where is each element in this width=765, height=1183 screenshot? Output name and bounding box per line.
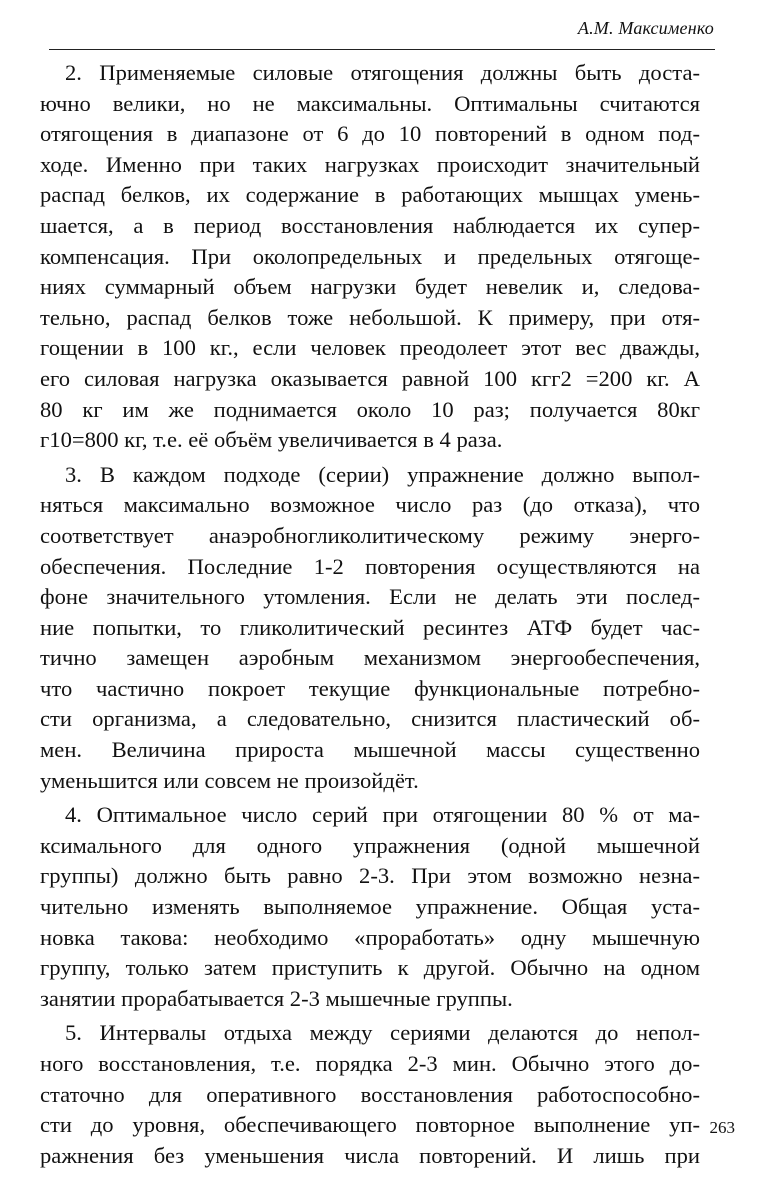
- page-number: 263: [709, 1118, 735, 1137]
- text-line: 5. Интервалы отдыха между сериями делаются до непол-: [65, 1020, 700, 1046]
- text-line: компенсация. При околопредельных и предельных отягоще-: [40, 243, 700, 269]
- text-line: 80 кг им же поднимается около 10 раз; получается 80кг: [40, 396, 700, 422]
- text-line: ного восстановления, т.е. порядка 2-3 мин. Обычно этого до-: [40, 1051, 700, 1076]
- text-line: что частично покроет текущие функциональные потребно-: [40, 675, 700, 701]
- text-line: ражнения без уменьшения числа повторений. И лишь при: [40, 1142, 700, 1168]
- text-line: 3. В каждом подходе (серии) упражнение должно выпол-: [65, 461, 700, 487]
- paragraph-item-4: [40, 800, 700, 1014]
- text-line: няться максимально возможное число раз (до отказа), что: [40, 492, 700, 518]
- body-text: [40, 58, 700, 1175]
- text-line: сти организма, а следовательно, снизится пластический об-: [40, 706, 700, 732]
- text-line: ние попытки, то гликолитический ресинтез АТФ будет час-: [40, 614, 700, 640]
- paragraph-item-2: [40, 58, 700, 456]
- text-line: 4. Оптимальное число серий при отягощении 80 % от ма-: [65, 802, 700, 828]
- text-line: уменьшится или совсем не произойдёт.: [40, 767, 419, 793]
- text-line: отягощения в диапазоне от 6 до 10 повторений в одном под-: [40, 121, 700, 147]
- text-line: группы) должно быть равно 2-3. При этом возможно незна-: [40, 863, 700, 889]
- text-line: гощении в 100 кг., если человек преодолеет этот вес дважды,: [40, 335, 700, 361]
- text-line: его силовая нагрузка оказывается равной 100 кгг2 =200 кг. А: [40, 365, 700, 391]
- text-line: 2. Применяемые силовые отягощения должны быть доста-: [65, 60, 700, 85]
- text-line: группу, только затем приступить к другой. Обычно на одном: [40, 955, 700, 981]
- text-line: фоне значительного утомления. Если не делать эти послед-: [40, 584, 700, 610]
- text-line: шается, а в период восстановления наблюдается их супер-: [40, 212, 700, 238]
- text-line: соответствует анаэробногликолитическому режиму энерго-: [40, 522, 700, 548]
- text-line: новка такова: необходимо «проработать» одну мышечную: [40, 924, 700, 950]
- text-line: тично замещен аэробным механизмом энергообеспечения,: [40, 645, 700, 671]
- running-header-author: А.М. Максименко: [577, 18, 714, 38]
- text-line: обеспечения. Последние 1-2 повторения осуществляются на: [40, 553, 700, 579]
- text-line: ниях суммарный объем нагрузки будет невелик и, следова-: [40, 274, 700, 300]
- text-line: тельно, распад белков тоже небольшой. К примеру, при отя-: [40, 304, 700, 330]
- text-line: ючно велики, но не максимальны. Оптимальны считаются: [40, 90, 700, 116]
- text-line: чительно изменять выполняемое упражнение. Общая уста-: [40, 894, 700, 920]
- paragraph-item-3: [40, 460, 700, 797]
- text-line: занятии прорабатывается 2-3 мышечные группы.: [40, 985, 513, 1011]
- text-line: мен. Величина прироста мышечной массы существенно: [40, 737, 700, 763]
- text-line: распад белков, их содержание в работающих мышцах умень-: [40, 182, 700, 208]
- header-rule: [49, 49, 715, 50]
- text-line: ксимального для одного упражнения (одной мышечной: [40, 832, 700, 858]
- text-line: сти до уровня, обеспечивающего повторное выполнение уп-: [40, 1112, 700, 1138]
- text-line: ходе. Именно при таких нагрузках происходит значительный: [40, 151, 700, 177]
- text-line: статочно для оперативного восстановления работоспособно-: [40, 1081, 700, 1107]
- paragraph-item-5: [40, 1018, 700, 1171]
- text-line: г10=800 кг, т.е. её объём увеличивается в 4 раза.: [40, 427, 503, 453]
